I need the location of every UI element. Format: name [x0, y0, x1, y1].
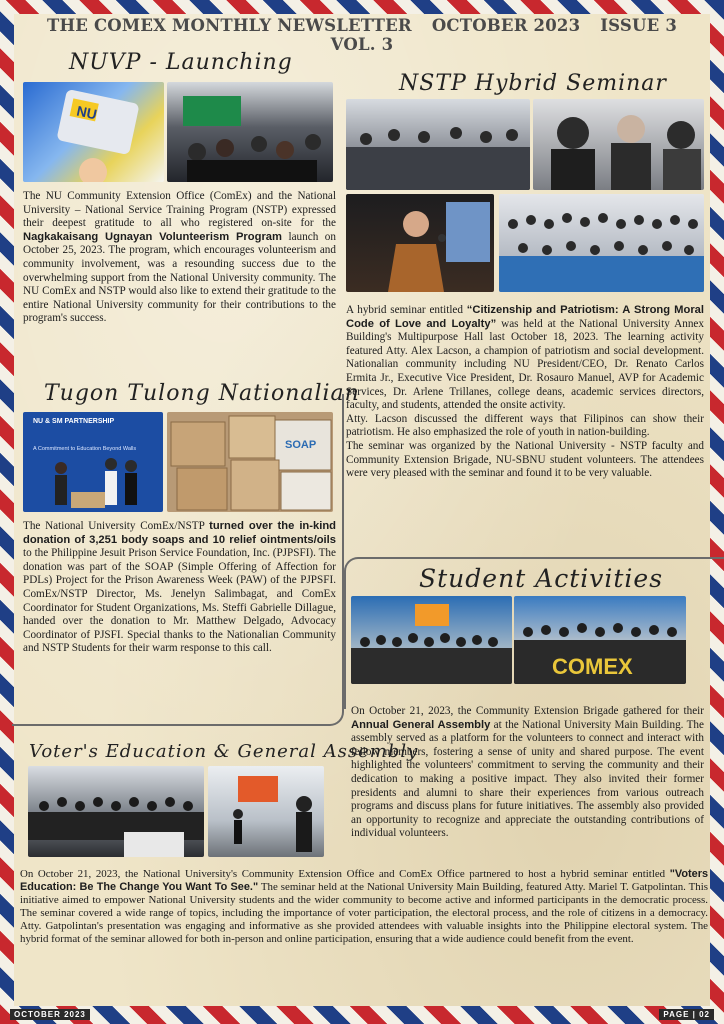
footer-page-number: PAGE | 02 — [659, 1009, 714, 1020]
student-group-image-1 — [351, 596, 512, 684]
nstp-text-1: A hybrid seminar entitled — [346, 304, 467, 316]
tugon-box-label: SOAP — [285, 439, 317, 451]
student-photo-2 — [514, 596, 686, 684]
voters-text-2: The seminar held at the National University Main Building, featured Atty. Mariel T. Gatpolintan. This initiative aimed to empower National University students and the wider community to become active and informed participants in the democratic process. The seminar covered a wide range of topics, including the importance of voter participation, the electoral process, and the role of citizens in a democracy. Atty. Gatpolintan's presentation was engaging and informative as she provided attendees with valuable insights into the Philippine electoral system. The hybrid format of the seminar allowed for both in-person and online participation, ensuring that a wide audience could benefit from the event. — [20, 881, 708, 946]
nuvp-photo-1 — [23, 82, 164, 182]
nstp-guests-image — [533, 99, 704, 190]
voters-bold: "Voters Education: Be The Change You Want To See." — [20, 868, 708, 894]
student-group-image-2 — [514, 596, 686, 684]
nstp-photo-1 — [346, 99, 530, 190]
newsletter-title: THE COMEX MONTHLY NEWSLETTER — [46, 16, 412, 35]
nstp-title: NSTP Hybrid Seminar — [399, 71, 667, 96]
nuvp-photo-caption: NU — [75, 102, 99, 123]
nstp-audience-image — [346, 99, 530, 190]
student-text-1: On October 21, 2023, the Community Extension Brigade gathered for their — [351, 705, 704, 717]
tugon-banner-label: NU & SM PARTNERSHIP — [33, 418, 115, 425]
student-text-2: at the National University Main Building. The assembly served as a platform for the volunteers to connect and interact with fellow members, fostering a sense of unity and shared purpose. The event highlighted the volunteers' commitment to serving the community and their dedication to making a positive impact. They also invited their former presidents and alumni to share their experiences from various outreach programs and discuss plans for future initiatives. The assembly also provided an opportunity to recognize and appreciate the outstanding contributions of individual volunteers. — [351, 718, 704, 840]
nstp-speaker-image — [346, 194, 494, 292]
newsletter-issue: ISSUE 3 — [600, 16, 678, 35]
newsletter-page — [14, 14, 710, 1006]
newsletter-volume: VOL. 3 — [330, 35, 394, 54]
student-sign-label: COMEX — [552, 654, 633, 679]
nuvp-bold: Nagkakaisang Ugnayan Volunteerism Program — [23, 230, 282, 243]
nstp-text-2: was held at the National University Annex Building's Multipurpose Hall last October 18, 2023. The learning activity featured Atty. Alex Lacson, a champion of patriotism and social development. Nationalian community including NU President/CEO, Dr. Renato Carlos Ermita Jr., Executive Vice President, Dr. Rosauro Manuel, AVP for Academic Services, Dr. Arlene Trillanes, college deans, academic services directors, faculty, and students, attended the onsite activity. — [346, 317, 704, 412]
tugon-frame — [12, 394, 344, 726]
tugon-bold: turned over the in-kind donation of 3,251 body soaps and 10 relief ointments/oils — [23, 520, 336, 546]
voters-text-1: On October 21, 2023, the National University's Community Extension Office and ComEx Office partnered to host a hybrid seminar entitled — [20, 868, 670, 880]
footer-date: OCTOBER 2023 — [10, 1009, 90, 1020]
tugon-text-1: The National University ComEx/NSTP — [23, 520, 210, 532]
newsletter-header — [14, 16, 710, 54]
voters-speaker-image — [208, 766, 324, 857]
student-article — [351, 705, 704, 841]
voters-article — [20, 868, 708, 947]
student-title: Student Activities — [419, 564, 664, 593]
nuvp-crowd-image — [167, 82, 333, 182]
nuvp-photo-2 — [167, 82, 333, 182]
nuvp-article — [23, 190, 336, 326]
nstp-article — [346, 304, 704, 481]
nuvp-device-image — [23, 82, 164, 182]
voters-photo-2 — [208, 766, 324, 857]
nstp-bold: “Citizenship and Patriotism: A Strong Moral Code of Love and Loyalty” — [346, 304, 704, 330]
nuvp-title: NUVP - Launching — [69, 50, 293, 75]
nstp-paragraph-3: The seminar was organized by the National University - NSTP faculty and Community Extension Brigade, NU-SBNU student volunteers. The attendees were very pleased with the seminar and found it to be very valuable. — [346, 439, 704, 480]
voters-title: Voter's Education & General Assembly — [29, 741, 419, 762]
nuvp-text-1: The NU Community Extension Office (ComEx) and the National University – National Service Training Program (NSTP) expressed their deepest gratitude to all who registered on-site for the — [23, 190, 336, 230]
tugon-title: Tugon Tulong Nationalian — [44, 381, 360, 406]
nstp-paragraph-2: Atty. Lacson discussed the different ways that Filipinos can show their patriotism. He also emphasized the role of youth in nation-building. — [346, 412, 704, 439]
tugon-text-2: to the Philippine Jesuit Prison Service Foundation, Inc. (PJPSFI). The donation was part of the SOAP (Simple Offering of Affection for PDLs) Project for the Prison Awareness Week (PAW) of the PJPSFI. ComEx/NSTP Director, Ms. Jenelyn Salimbagat, and ComEx Coordinator for Student Organizations, Ms. Steffi Gabrielle Dillague, handed over the donation to Mr. Matthew Delgado, Advocacy Coordinator of PJSFI. Special thanks to the Nationalian Community and NSTP Students for their warm response to this call. — [23, 547, 336, 655]
newsletter-date: OCTOBER 2023 — [431, 16, 581, 35]
student-bold: Annual General Assembly — [351, 718, 491, 731]
nuvp-text-2: launch on October 25, 2023. The program, which encourages volunteerism and community involvement, was a resounding success due to the overwhelming support from the National University community. The NU ComEx and NSTP would also like to extend their gratitude to the entire National University community for their contributions to the program's success. — [23, 230, 336, 325]
voters-group-image — [28, 766, 204, 857]
nstp-group-image — [499, 194, 704, 292]
voters-photo-1 — [28, 766, 204, 857]
tugon-banner-sub: A Commitment to Education Beyond Walls — [33, 446, 137, 452]
student-photo-1 — [351, 596, 512, 684]
nstp-photo-3 — [346, 194, 494, 292]
nstp-photo-2 — [533, 99, 704, 190]
nstp-photo-4 — [499, 194, 704, 292]
